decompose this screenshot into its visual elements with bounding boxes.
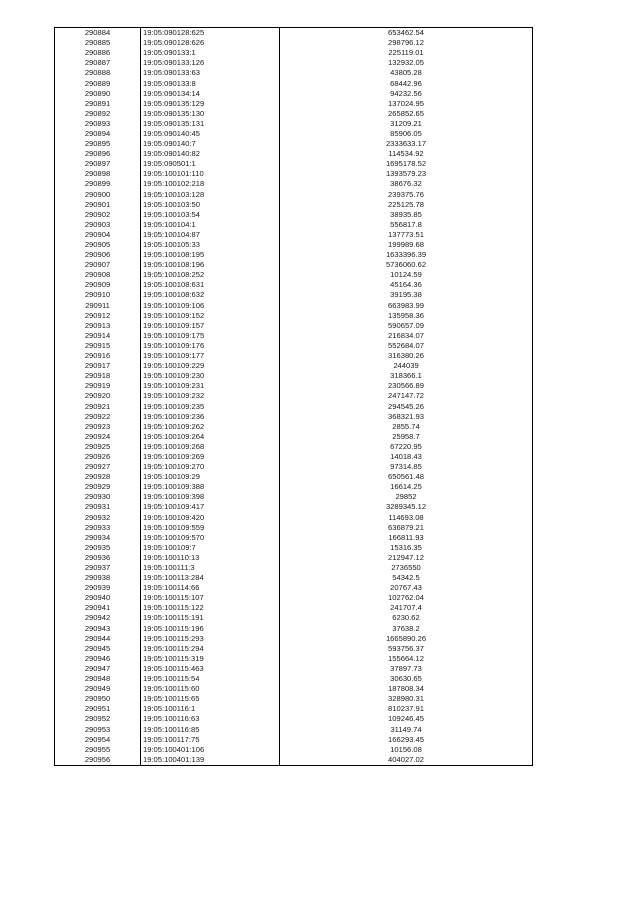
cell-value: 37897.73	[280, 664, 533, 674]
cell-cadastral-number: 19:05:100109:236	[141, 412, 280, 422]
cell-cadastral-number: 19:05:100109:559	[141, 523, 280, 533]
cell-cadastral-number: 19:05:100109:7	[141, 543, 280, 553]
cell-value: 3289345.12	[280, 502, 533, 512]
cell-cadastral-number: 19:05:100113:284	[141, 573, 280, 583]
table-row	[55, 482, 533, 492]
cell-id: 290885	[55, 38, 141, 48]
table-row	[55, 634, 533, 644]
cell-id: 290901	[55, 200, 141, 210]
table-row	[55, 250, 533, 260]
cell-id: 290953	[55, 724, 141, 734]
cell-id: 290948	[55, 674, 141, 684]
cell-value: 244039	[280, 361, 533, 371]
cell-value: 10124.59	[280, 270, 533, 280]
cell-value: 593756.37	[280, 644, 533, 654]
cell-id: 290935	[55, 543, 141, 553]
cell-value: 114693.08	[280, 513, 533, 523]
cell-value: 316380.26	[280, 351, 533, 361]
cell-value: 810237.91	[280, 704, 533, 714]
table-row	[55, 230, 533, 240]
cell-id: 290916	[55, 351, 141, 361]
cell-cadastral-number: 19:05:100115:319	[141, 654, 280, 664]
cell-value: 166811.93	[280, 533, 533, 543]
table-row	[55, 391, 533, 401]
cell-cadastral-number: 19:05:090501:1	[141, 159, 280, 169]
cell-cadastral-number: 19:05:100104:87	[141, 230, 280, 240]
table-row	[55, 48, 533, 58]
cell-id: 290887	[55, 58, 141, 68]
table-row	[55, 311, 533, 321]
table-row	[55, 280, 533, 290]
cell-value: 187808.34	[280, 684, 533, 694]
cell-id: 290924	[55, 432, 141, 442]
table-row	[55, 401, 533, 411]
table-row	[55, 68, 533, 78]
cell-value: 30630.65	[280, 674, 533, 684]
cell-id: 290947	[55, 664, 141, 674]
cell-value: 29852	[280, 492, 533, 502]
table-row	[55, 381, 533, 391]
cell-id: 290920	[55, 391, 141, 401]
cell-value: 137024.95	[280, 99, 533, 109]
cell-id: 290939	[55, 583, 141, 593]
cell-cadastral-number: 19:05:100109:177	[141, 351, 280, 361]
table-row	[55, 523, 533, 533]
cell-id: 290923	[55, 422, 141, 432]
cell-value: 2855.74	[280, 422, 533, 432]
cell-id: 290942	[55, 613, 141, 623]
cell-cadastral-number: 19:05:090140:82	[141, 149, 280, 159]
cell-cadastral-number: 19:05:100116:85	[141, 724, 280, 734]
cell-cadastral-number: 19:05:090135:130	[141, 109, 280, 119]
table-row	[55, 290, 533, 300]
table-row	[55, 200, 533, 210]
table-row	[55, 260, 533, 270]
cell-cadastral-number: 19:05:100115:294	[141, 644, 280, 654]
cell-value: 241707.4	[280, 603, 533, 613]
cell-cadastral-number: 19:05:090134:14	[141, 89, 280, 99]
table-row	[55, 724, 533, 734]
cell-cadastral-number: 19:05:100109:176	[141, 341, 280, 351]
cell-cadastral-number: 19:05:100115:293	[141, 634, 280, 644]
cell-value: 31149.74	[280, 724, 533, 734]
cell-cadastral-number: 19:05:090128:625	[141, 28, 280, 39]
data-table	[54, 27, 533, 766]
cell-cadastral-number: 19:05:100109:269	[141, 452, 280, 462]
cell-cadastral-number: 19:05:100109:175	[141, 331, 280, 341]
table-row	[55, 89, 533, 99]
cell-cadastral-number: 19:05:090135:131	[141, 119, 280, 129]
cell-cadastral-number: 19:05:100109:230	[141, 371, 280, 381]
table-row	[55, 684, 533, 694]
cell-id: 290930	[55, 492, 141, 502]
table-row	[55, 412, 533, 422]
table-row	[55, 573, 533, 583]
table-row	[55, 513, 533, 523]
cell-id: 290949	[55, 684, 141, 694]
table-row	[55, 624, 533, 634]
table-row	[55, 462, 533, 472]
cell-cadastral-number: 19:05:100108:632	[141, 290, 280, 300]
table-row	[55, 190, 533, 200]
cell-cadastral-number: 19:05:090140:45	[141, 129, 280, 139]
cell-cadastral-number: 19:05:100105:33	[141, 240, 280, 250]
table-row	[55, 210, 533, 220]
cell-value: 68442.96	[280, 78, 533, 88]
cell-value: 298796.12	[280, 38, 533, 48]
cell-value: 114534.92	[280, 149, 533, 159]
cell-cadastral-number: 19:05:100103:54	[141, 210, 280, 220]
table-row	[55, 694, 533, 704]
cell-value: 6230.62	[280, 613, 533, 623]
cell-id: 290944	[55, 634, 141, 644]
cell-value: 31209.21	[280, 119, 533, 129]
table-row	[55, 270, 533, 280]
cell-id: 290895	[55, 139, 141, 149]
cell-id: 290904	[55, 230, 141, 240]
cell-id: 290913	[55, 321, 141, 331]
cell-id: 290888	[55, 68, 141, 78]
table-row	[55, 644, 533, 654]
table-row	[55, 28, 533, 39]
cell-value: 294545.26	[280, 401, 533, 411]
table-row	[55, 331, 533, 341]
cell-id: 290886	[55, 48, 141, 58]
cell-cadastral-number: 19:05:100101:110	[141, 169, 280, 179]
cell-cadastral-number: 19:05:100109:570	[141, 533, 280, 543]
cell-cadastral-number: 19:05:090140:7	[141, 139, 280, 149]
table-row	[55, 613, 533, 623]
cell-id: 290894	[55, 129, 141, 139]
cell-value: 2333633.17	[280, 139, 533, 149]
table-row	[55, 361, 533, 371]
cell-value: 5736060.62	[280, 260, 533, 270]
table-row	[55, 543, 533, 553]
cell-cadastral-number: 19:05:100109:231	[141, 381, 280, 391]
cell-value: 636879.21	[280, 523, 533, 533]
cell-id: 290954	[55, 735, 141, 745]
cell-id: 290892	[55, 109, 141, 119]
cell-id: 290928	[55, 472, 141, 482]
cell-cadastral-number: 19:05:100116:63	[141, 714, 280, 724]
table-row	[55, 714, 533, 724]
cell-id: 290899	[55, 179, 141, 189]
cell-cadastral-number: 19:05:100109:232	[141, 391, 280, 401]
cell-value: 1633396.39	[280, 250, 533, 260]
cell-id: 290943	[55, 624, 141, 634]
table-row	[55, 472, 533, 482]
table-row	[55, 583, 533, 593]
cell-cadastral-number: 19:05:100115:196	[141, 624, 280, 634]
table-row	[55, 422, 533, 432]
cell-cadastral-number: 19:05:090128:626	[141, 38, 280, 48]
cell-id: 290955	[55, 745, 141, 755]
cell-cadastral-number: 19:05:100103:50	[141, 200, 280, 210]
table-row	[55, 371, 533, 381]
cell-id: 290889	[55, 78, 141, 88]
cell-cadastral-number: 19:05:090133:8	[141, 78, 280, 88]
cell-value: 212947.12	[280, 553, 533, 563]
table-row	[55, 563, 533, 573]
cell-cadastral-number: 19:05:100109:270	[141, 462, 280, 472]
cell-cadastral-number: 19:05:100108:252	[141, 270, 280, 280]
table-row	[55, 179, 533, 189]
cell-id: 290917	[55, 361, 141, 371]
cell-cadastral-number: 19:05:100115:463	[141, 664, 280, 674]
table-row	[55, 351, 533, 361]
cell-cadastral-number: 19:05:100109:417	[141, 502, 280, 512]
cell-value: 368321.93	[280, 412, 533, 422]
cell-cadastral-number: 19:05:100109:152	[141, 311, 280, 321]
cell-cadastral-number: 19:05:100103:128	[141, 190, 280, 200]
cell-id: 290898	[55, 169, 141, 179]
cell-id: 290891	[55, 99, 141, 109]
cell-value: 16614.25	[280, 482, 533, 492]
cell-id: 290938	[55, 573, 141, 583]
cell-cadastral-number: 19:05:100115:122	[141, 603, 280, 613]
cell-id: 290921	[55, 401, 141, 411]
cell-cadastral-number: 19:05:100109:398	[141, 492, 280, 502]
cell-value: 45164.36	[280, 280, 533, 290]
cell-id: 290941	[55, 603, 141, 613]
table-row	[55, 159, 533, 169]
cell-id: 290918	[55, 371, 141, 381]
cell-cadastral-number: 19:05:100116:1	[141, 704, 280, 714]
cell-value: 650561.48	[280, 472, 533, 482]
cell-value: 653462.54	[280, 28, 533, 39]
table-row	[55, 502, 533, 512]
cell-id: 290945	[55, 644, 141, 654]
cell-value: 15316.35	[280, 543, 533, 553]
cell-value: 318366.1	[280, 371, 533, 381]
cell-cadastral-number: 19:05:100109:235	[141, 401, 280, 411]
table-row	[55, 301, 533, 311]
cell-id: 290912	[55, 311, 141, 321]
cell-id: 290950	[55, 694, 141, 704]
table-row	[55, 149, 533, 159]
table-row	[55, 553, 533, 563]
cell-cadastral-number: 19:05:090135:129	[141, 99, 280, 109]
cell-id: 290919	[55, 381, 141, 391]
cell-id: 290902	[55, 210, 141, 220]
table-row	[55, 745, 533, 755]
cell-id: 290903	[55, 220, 141, 230]
cell-id: 290922	[55, 412, 141, 422]
cell-value: 155664.12	[280, 654, 533, 664]
table-row	[55, 533, 533, 543]
cell-value: 590657.09	[280, 321, 533, 331]
cell-value: 556817.8	[280, 220, 533, 230]
cell-value: 1695178.52	[280, 159, 533, 169]
cell-value: 247147.72	[280, 391, 533, 401]
cell-value: 135958.36	[280, 311, 533, 321]
cell-value: 39195.38	[280, 290, 533, 300]
cell-id: 290906	[55, 250, 141, 260]
cell-value: 38676.32	[280, 179, 533, 189]
cell-cadastral-number: 19:05:100108:631	[141, 280, 280, 290]
cell-cadastral-number: 19:05:100109:388	[141, 482, 280, 492]
cell-id: 290956	[55, 755, 141, 766]
cell-value: 43805.28	[280, 68, 533, 78]
cell-id: 290929	[55, 482, 141, 492]
cell-value: 94232.56	[280, 89, 533, 99]
cell-id: 290915	[55, 341, 141, 351]
cell-cadastral-number: 19:05:090133:126	[141, 58, 280, 68]
table-row	[55, 755, 533, 766]
cell-id: 290931	[55, 502, 141, 512]
cell-id: 290890	[55, 89, 141, 99]
cell-value: 37638.2	[280, 624, 533, 634]
cell-value: 2736550	[280, 563, 533, 573]
cell-value: 328980.31	[280, 694, 533, 704]
table-row	[55, 119, 533, 129]
cell-value: 97314.85	[280, 462, 533, 472]
cell-value: 54342.5	[280, 573, 533, 583]
cell-value: 404027.02	[280, 755, 533, 766]
cell-id: 290926	[55, 452, 141, 462]
cell-id: 290946	[55, 654, 141, 664]
cell-cadastral-number: 19:05:100108:195	[141, 250, 280, 260]
cell-cadastral-number: 19:05:100109:264	[141, 432, 280, 442]
table-row	[55, 603, 533, 613]
cell-id: 290914	[55, 331, 141, 341]
cell-cadastral-number: 19:05:100109:29	[141, 472, 280, 482]
table-row	[55, 58, 533, 68]
cell-value: 225119.01	[280, 48, 533, 58]
cell-cadastral-number: 19:05:100115:191	[141, 613, 280, 623]
table-row	[55, 593, 533, 603]
cell-value: 265852.65	[280, 109, 533, 119]
cell-id: 290934	[55, 533, 141, 543]
cell-value: 25958.7	[280, 432, 533, 442]
cell-cadastral-number: 19:05:100117:75	[141, 735, 280, 745]
cell-id: 290940	[55, 593, 141, 603]
cell-cadastral-number: 19:05:100109:106	[141, 301, 280, 311]
cell-cadastral-number: 19:05:100401:139	[141, 755, 280, 766]
cell-value: 38935.85	[280, 210, 533, 220]
cell-cadastral-number: 19:05:100108:196	[141, 260, 280, 270]
cell-value: 20767.43	[280, 583, 533, 593]
cell-id: 290900	[55, 190, 141, 200]
cell-cadastral-number: 19:05:100111:3	[141, 563, 280, 573]
cell-cadastral-number: 19:05:100109:420	[141, 513, 280, 523]
cell-value: 239375.76	[280, 190, 533, 200]
cell-cadastral-number: 19:05:090133:63	[141, 68, 280, 78]
cell-value: 67220.95	[280, 442, 533, 452]
cell-value: 199989.68	[280, 240, 533, 250]
cell-cadastral-number: 19:05:100109:268	[141, 442, 280, 452]
cell-value: 102762.04	[280, 593, 533, 603]
cell-cadastral-number: 19:05:100115:107	[141, 593, 280, 603]
cell-id: 290909	[55, 280, 141, 290]
table-body	[55, 28, 533, 766]
table-row	[55, 169, 533, 179]
cell-cadastral-number: 19:05:090133:1	[141, 48, 280, 58]
cell-id: 290896	[55, 149, 141, 159]
cell-cadastral-number: 19:05:100401:106	[141, 745, 280, 755]
cell-id: 290932	[55, 513, 141, 523]
table-row	[55, 492, 533, 502]
cell-value: 14018.43	[280, 452, 533, 462]
cell-cadastral-number: 19:05:100104:1	[141, 220, 280, 230]
table-row	[55, 674, 533, 684]
cell-value: 132932.05	[280, 58, 533, 68]
table-row	[55, 664, 533, 674]
cell-id: 290952	[55, 714, 141, 724]
table-row	[55, 654, 533, 664]
cell-value: 225125.78	[280, 200, 533, 210]
cell-cadastral-number: 19:05:100102:218	[141, 179, 280, 189]
cell-value: 10156.08	[280, 745, 533, 755]
cell-cadastral-number: 19:05:100115:54	[141, 674, 280, 684]
cell-cadastral-number: 19:05:100115:60	[141, 684, 280, 694]
cell-value: 552684.07	[280, 341, 533, 351]
cell-cadastral-number: 19:05:100109:157	[141, 321, 280, 331]
cell-id: 290910	[55, 290, 141, 300]
cell-id: 290927	[55, 462, 141, 472]
cell-cadastral-number: 19:05:100109:229	[141, 361, 280, 371]
table-row	[55, 220, 533, 230]
cell-id: 290936	[55, 553, 141, 563]
cell-id: 290897	[55, 159, 141, 169]
table-row	[55, 432, 533, 442]
table-row	[55, 99, 533, 109]
table-row	[55, 139, 533, 149]
table-row	[55, 321, 533, 331]
cell-id: 290933	[55, 523, 141, 533]
cell-cadastral-number: 19:05:100114:66	[141, 583, 280, 593]
cell-id: 290905	[55, 240, 141, 250]
cell-value: 230566.89	[280, 381, 533, 391]
cell-id: 290893	[55, 119, 141, 129]
table-row	[55, 442, 533, 452]
table-row	[55, 38, 533, 48]
cell-id: 290937	[55, 563, 141, 573]
cell-id: 290884	[55, 28, 141, 39]
table-row	[55, 129, 533, 139]
cell-value: 85906.05	[280, 129, 533, 139]
cell-value: 1665890.26	[280, 634, 533, 644]
table-row	[55, 109, 533, 119]
cell-value: 109246.45	[280, 714, 533, 724]
cell-id: 290951	[55, 704, 141, 714]
cell-value: 166293.45	[280, 735, 533, 745]
table-row	[55, 452, 533, 462]
cell-value: 1393579.23	[280, 169, 533, 179]
table-row	[55, 78, 533, 88]
cell-id: 290925	[55, 442, 141, 452]
table-row	[55, 735, 533, 745]
table-row	[55, 341, 533, 351]
table-row	[55, 240, 533, 250]
cell-id: 290908	[55, 270, 141, 280]
cell-cadastral-number: 19:05:100110:13	[141, 553, 280, 563]
cell-cadastral-number: 19:05:100115:65	[141, 694, 280, 704]
cell-value: 137773.51	[280, 230, 533, 240]
table-row	[55, 704, 533, 714]
cell-value: 663983.99	[280, 301, 533, 311]
cell-value: 216834.07	[280, 331, 533, 341]
cell-cadastral-number: 19:05:100109:262	[141, 422, 280, 432]
cell-id: 290907	[55, 260, 141, 270]
cell-id: 290911	[55, 301, 141, 311]
